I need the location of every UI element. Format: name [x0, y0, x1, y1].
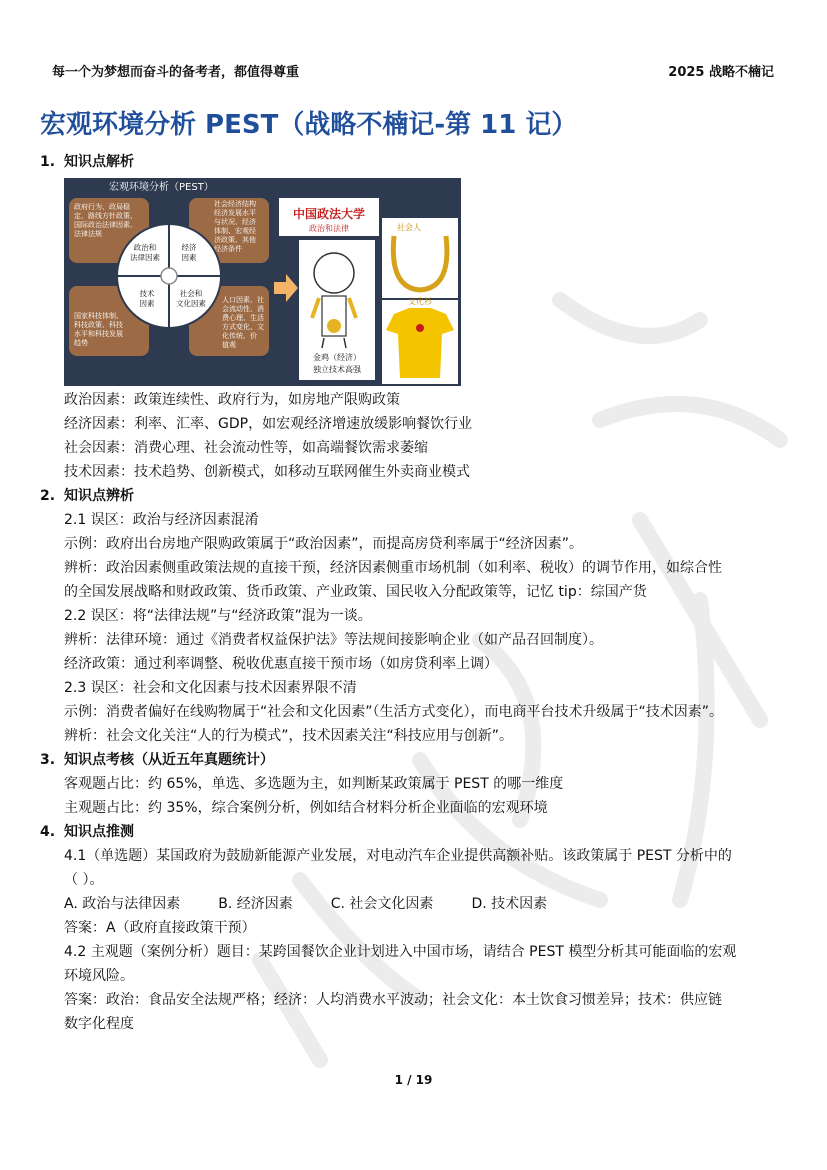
bl-line: 科技政策、科技 [74, 321, 123, 329]
option-c: C. 社会文化因素 [330, 896, 434, 912]
tl-line: 政府行为、政局稳 [74, 203, 130, 211]
section-2-heading: 2. 知识点辨析 [40, 488, 134, 504]
caption-line-2: 独立技术高强 [313, 365, 361, 374]
header-left-text: 每一个为梦想而奋斗的备考者，都值得尊重 [52, 65, 300, 80]
bl-line: 趋势 [74, 339, 88, 347]
br-line: 人口因素、社 [222, 296, 264, 304]
br-line: 会流动性、消 [222, 305, 264, 313]
question-1-line-1: 4.1（单选题）某国政府为鼓励新能源产业发展，对电动汽车企业提供高额补贴。该政策属于 PEST 分析中的 [64, 848, 732, 864]
question-2-line-1: 4.2 主观题（案例分析）题目：某跨国餐饮企业计划进入中国市场，请结合 PEST 模型分析其可能面临的宏观 [64, 944, 737, 960]
question-1-line-2: （ ）。 [64, 872, 104, 888]
bl-line: 国家科技体制、 [74, 312, 123, 320]
tr-line: 社会经济结构 [214, 200, 256, 208]
answer-2-line-2: 数字化程度 [64, 1016, 134, 1032]
question-1-options [40, 892, 790, 916]
qtr-line: 因素 [181, 253, 197, 262]
section-4-heading: 4. 知识点推测 [40, 824, 134, 840]
s2-line: 辨析：法律环境：通过《消费者权益保护法》等法规间接影响企业（如产品召回制度）。 [64, 632, 603, 648]
school-name: 中国政法大学 [292, 207, 366, 221]
qtr-line: 经济 [181, 243, 197, 252]
section-1-heading: 1. 知识点解析 [40, 154, 134, 170]
tl-line: 法律法规 [74, 230, 102, 238]
option-b: B. 经济因素 [218, 896, 293, 912]
s2-line: 辨析：社会文化关注“人的行为模式”，技术因素关注“科技应用与创新”。 [64, 728, 514, 744]
s3-line: 主观题占比：约 35%，综合案例分析，例如结合材料分析企业面临的宏观环境 [64, 800, 548, 816]
qbr-line: 社会和 [179, 289, 203, 298]
s2-line: 辨析：政治因素侧重政策法规的直接干预，经济因素侧重市场机制（如利率、税收）的调节作用，如综合性 [64, 560, 722, 576]
s1-line: 经济因素：利率、汇率、GDP，如宏观经济增速放缓影响餐饮行业 [64, 416, 473, 432]
s2-line: 的全国发展战略和财政政策、货币政策、产业政策、国民收入分配政策等，记忆 tip：综国产货 [64, 584, 647, 600]
answer-2-line-1: 答案：政治：食品安全法规严格；经济：人均消费水平波动；社会文化：本土饮食习惯差异；技术：供应链 [64, 992, 722, 1008]
cartoon-head-icon [314, 253, 354, 293]
page-number: 1 / 19 [394, 1073, 433, 1087]
qbl-line: 因素 [139, 299, 155, 308]
option-a: A. 政治与法律因素 [64, 896, 181, 912]
s2-line: 示例：政府出台房地产限购政策属于“政治因素”，而提高房贷利率属于“经济因素”。 [64, 536, 584, 552]
s1-line: 社会因素：消费心理、社会流动性等，如高端餐饮需求萎缩 [64, 440, 428, 456]
s1-line: 政治因素：政策连续性、政府行为，如房地产限购政策 [64, 392, 400, 408]
document-body [40, 150, 790, 1036]
tr-line: 经济条件 [214, 245, 242, 253]
s2-line: 2.2 误区：将“法律法规”与“经济政策”混为一谈。 [64, 608, 372, 624]
qtl-line: 法律因素 [130, 253, 160, 262]
tr-line: 经济发展水平 [214, 209, 256, 217]
header-right-text: 2025 战略不楠记 [668, 65, 774, 80]
s1-line: 技术因素：技术趋势、创新模式，如移动互联网催生外卖商业模式 [64, 464, 470, 480]
pest-illustration [64, 178, 461, 386]
tr-line: 体制、宏观经 [214, 227, 256, 235]
section-3-heading: 3. 知识点考核（从近五年真题统计） [40, 752, 274, 768]
qbr-line: 文化因素 [176, 299, 206, 308]
question-2-line-2: 环境风险。 [64, 968, 134, 984]
school-sub: 政治和法律 [309, 224, 349, 233]
br-line: 化传统、价 [222, 332, 257, 340]
s2-line: 示例：消费者偏好在线购物属于“社会和文化因素”（生活方式变化），而电商平台技术升级属于“技术因素”。 [64, 704, 724, 720]
pest-figure [64, 178, 461, 386]
s3-line: 客观题占比：约 65%，单选、多选题为主，如判断某政策属于 PEST 的哪一维度 [64, 776, 564, 792]
tl-line: 国际政治法律因素、 [74, 221, 137, 229]
qbl-line: 技术 [139, 289, 155, 298]
figure-title: 宏观环境分析（PEST） [109, 182, 214, 193]
option-d: D. 技术因素 [471, 896, 548, 912]
page-title: 宏观环境分析 PEST（战略不楠记-第 11 记） [40, 110, 578, 140]
chain-label: 社会人 [397, 223, 421, 232]
br-line: 费心理、生活 [222, 314, 264, 322]
s2-line: 经济政策：通过利率调整、税收优惠直接干预市场（如房贷利率上调） [64, 656, 498, 672]
br-line: 方式变化、文 [222, 323, 264, 331]
caption-line-1: 金鸡（经济） [313, 353, 361, 362]
qtl-line: 政治和 [133, 243, 157, 252]
br-line: 值观 [222, 341, 236, 349]
shirt-label: 文化衫 [408, 297, 432, 306]
tr-line: 济政策、其他 [214, 236, 256, 244]
s2-line: 2.1 误区：政治与经济因素混淆 [64, 512, 259, 528]
answer-1: 答案：A（政府直接政策干预） [64, 920, 256, 936]
tr-line: 与状况、经济 [214, 218, 256, 226]
bl-line: 水平和科技发展 [74, 330, 123, 338]
s2-line: 2.3 误区：社会和文化因素与技术因素界限不清 [64, 680, 357, 696]
tl-line: 定、路线方针政策、 [74, 212, 137, 220]
